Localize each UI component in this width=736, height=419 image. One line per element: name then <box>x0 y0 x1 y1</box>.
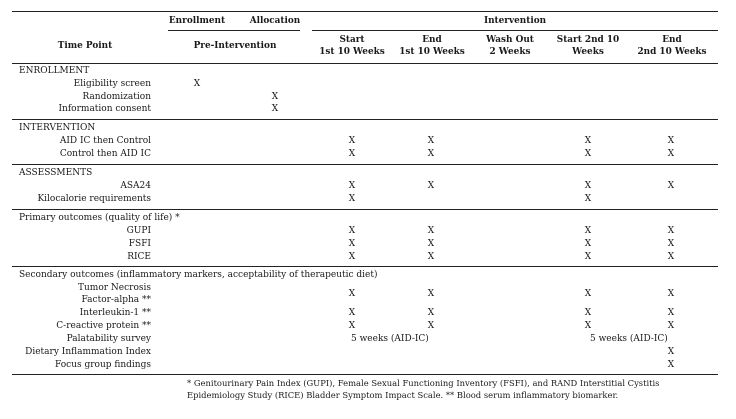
row-label: GUPI <box>126 226 151 236</box>
cell-mark: X <box>348 149 356 159</box>
cell-mark: X <box>584 136 592 146</box>
header-phase-4-line-1: Start 2nd 10 <box>556 35 620 45</box>
cell-mark: X <box>667 136 675 146</box>
row-label: AID IC then Control <box>59 136 151 146</box>
cell-mark: X <box>667 181 675 191</box>
cell-mark: X <box>584 226 592 236</box>
rule-sub-intervention <box>312 30 718 31</box>
section-title-enrollment: ENROLLMENT <box>19 66 90 76</box>
cell-mark: X <box>348 239 356 249</box>
header-phase-3-line-2: 2 Weeks <box>489 47 531 57</box>
cell-mark: X <box>427 252 435 262</box>
cell-mark: X <box>584 149 592 159</box>
cell-mark: X <box>584 181 592 191</box>
cell-mark: X <box>348 321 356 331</box>
cell-mark: X <box>193 79 201 89</box>
cell-mark: X <box>271 104 279 114</box>
cell-mark: X <box>427 289 435 299</box>
section-title-assessments: ASSESSMENTS <box>19 168 93 178</box>
cell-mark: X <box>348 181 356 191</box>
cell-mark: X <box>427 136 435 146</box>
cell-mark: X <box>348 194 356 204</box>
row-label: Control then AID IC <box>59 149 151 159</box>
cell-mark: X <box>667 321 675 331</box>
section-title-intervention: INTERVENTION <box>19 123 96 133</box>
rule-sub-enrollment <box>168 30 300 31</box>
row-label-line-1: Tumor Necrosis <box>78 283 151 293</box>
row-label: Randomization <box>82 92 151 102</box>
cell-mark: X <box>348 308 356 318</box>
section-title-secondary-outcomes: Secondary outcomes (inflammatory markers, acceptability of therapeutic diet) <box>19 270 378 280</box>
cell-mark: X <box>667 252 675 262</box>
section-title-primary-outcomes: Primary outcomes (quality of life) * <box>19 213 180 223</box>
cell-mark: X <box>584 321 592 331</box>
span-text: 5 weeks (AID-IC) <box>590 334 668 344</box>
cell-mark: X <box>667 347 675 357</box>
cell-mark: X <box>427 149 435 159</box>
header-phase-2-line-1: End <box>422 35 442 45</box>
row-label: Information consent <box>58 104 151 114</box>
row-label: Focus group findings <box>54 360 151 370</box>
cell-mark: X <box>427 226 435 236</box>
cell-mark: X <box>348 136 356 146</box>
cell-mark: X <box>584 308 592 318</box>
header-intervention: Intervention <box>483 16 547 26</box>
header-phase-5-line-2: 2nd 10 Weeks <box>637 47 707 57</box>
header-pre-intervention: Pre-Intervention <box>193 41 277 51</box>
cell-mark: X <box>348 226 356 236</box>
row-label: Palatability survey <box>66 334 151 344</box>
cell-mark: X <box>427 321 435 331</box>
header-phase-2-line-2: 1st 10 Weeks <box>399 47 465 57</box>
cell-mark: X <box>584 252 592 262</box>
header-time-point: Time Point <box>57 41 113 51</box>
header-phase-5-line-1: End <box>662 35 682 45</box>
rule-section <box>12 209 718 210</box>
rule-bottom <box>12 374 718 375</box>
row-label: Eligibility screen <box>73 79 151 89</box>
rule-header-bottom <box>12 63 718 64</box>
row-label: C-reactive protein ** <box>56 321 151 331</box>
cell-mark: X <box>271 92 279 102</box>
cell-mark: X <box>584 239 592 249</box>
cell-mark: X <box>667 308 675 318</box>
cell-mark: X <box>584 194 592 204</box>
footnote-line-2: Epidemiology Study (RICE) Bladder Symptom Impact Scale. ** Blood serum inflammatory biomarker. <box>187 390 619 400</box>
header-phase-1-line-2: 1st 10 Weeks <box>319 47 385 57</box>
row-label: ASA24 <box>120 181 151 191</box>
cell-mark: X <box>667 239 675 249</box>
cell-mark: X <box>427 239 435 249</box>
cell-mark: X <box>427 181 435 191</box>
header-phase-1-line-1: Start <box>339 35 365 45</box>
rule-top <box>12 11 718 12</box>
row-label: RICE <box>127 252 151 262</box>
rule-section <box>12 119 718 120</box>
span-text: 5 weeks (AID-IC) <box>351 334 429 344</box>
cell-mark: X <box>667 226 675 236</box>
rule-section <box>12 164 718 165</box>
header-allocation: Allocation <box>249 16 301 26</box>
cell-mark: X <box>667 360 675 370</box>
rule-section <box>12 266 718 267</box>
row-label-line-2: Factor-alpha ** <box>81 295 151 305</box>
header-phase-3-line-1: Wash Out <box>486 35 534 45</box>
header-phase-4-line-2: Weeks <box>572 47 604 57</box>
cell-mark: X <box>667 289 675 299</box>
row-label: Kilocalorie requirements <box>37 194 151 204</box>
cell-mark: X <box>348 289 356 299</box>
cell-mark: X <box>584 289 592 299</box>
cell-mark: X <box>348 252 356 262</box>
footnote-line-1: * Genitourinary Pain Index (GUPI), Female Sexual Functioning Inventory (FSFI), and RAND Interstitial Cystitis <box>187 378 660 388</box>
row-label: Dietary Inflammation Index <box>25 347 151 357</box>
cell-mark: X <box>667 149 675 159</box>
row-label: FSFI <box>128 239 151 249</box>
row-label: Interleukin-1 ** <box>79 308 151 318</box>
cell-mark: X <box>427 308 435 318</box>
header-enrollment: Enrollment <box>168 16 226 26</box>
